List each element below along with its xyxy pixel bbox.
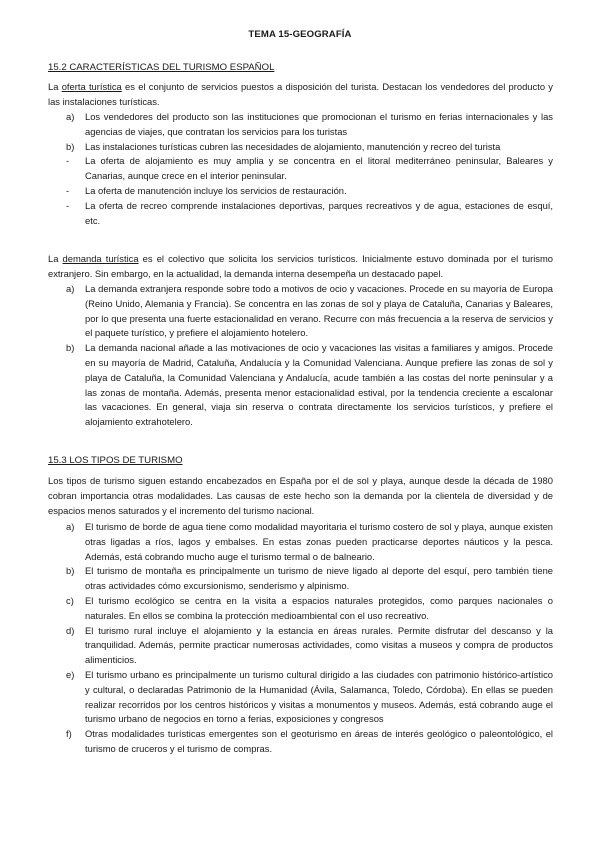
list-marker: a)	[66, 111, 75, 122]
list-item	[48, 199, 553, 229]
list-item	[48, 282, 553, 341]
paragraph-tipos-intro: Los tipos de turismo siguen estando encabezados en España por el de sol y playa, aunque desde la década de 1980 cobran importancia otras modalidades. Las causas de este hecho son la demanda por la clientela de diversidad y de espacios menos saturados y el incremento del turismo nacional.	[48, 475, 553, 516]
demanda-pre: La	[48, 253, 63, 264]
demanda-list	[48, 282, 553, 430]
paragraph-oferta	[48, 80, 553, 110]
list-item	[48, 341, 553, 430]
list-item	[48, 624, 553, 668]
list-marker: b)	[66, 565, 75, 577]
list-item	[48, 110, 553, 140]
list-item	[48, 564, 553, 594]
list-item-text: Los vendedores del producto son las instituciones que promocionan el turismo en ferias internacionales y las agencias de viajes, que contratan los servicios para los turistas	[85, 111, 553, 137]
list-item-text: La demanda extranjera responde sobre todo a motivos de ocio y vacaciones. Procede en su mayoría de Europa (Reino Unido, Alemania y Francia). Se concentra en las zonas de sol y playa de Cataluña, Canarias y Baleares, por lo que presenta una fuerte estacionalidad en verano. Recurre con más frecuencia a la reserva de servicios y el paquete turístico, y prefiere el alojamiento hotelero.	[85, 283, 553, 339]
list-marker: a)	[66, 283, 75, 294]
list-item	[48, 594, 553, 624]
document-title: TEMA 15-GEOGRAFÍA	[248, 29, 352, 40]
list-marker: -	[66, 155, 70, 167]
demanda-term: demanda turística	[62, 253, 139, 264]
list-item	[48, 668, 553, 727]
section-heading-tipos: 15.3 LOS TIPOS DE TURISMO	[48, 455, 183, 466]
section-heading-caracteristicas: 15.2 CARACTERÍSTICAS DEL TURISMO ESPAÑOL	[48, 62, 275, 73]
list-marker: -	[66, 184, 70, 196]
list-marker: a)	[66, 521, 75, 532]
list-item	[48, 727, 553, 757]
oferta-pre: La	[48, 81, 62, 92]
oferta-post: es el conjunto de servicios puestos a disposición del turista. Destacan los vendedores del producto y las instalaciones turísticas.	[48, 81, 553, 107]
list-marker: -	[66, 199, 70, 211]
paragraph-demanda	[48, 252, 553, 282]
list-item-text: La oferta de manutención incluye los servicios de restauración.	[85, 184, 347, 196]
list-item-text: Otras modalidades turísticas emergentes son el geoturismo en áreas de interés geológico o paleontológico, el turismo de cruceros y el turismo de compras.	[85, 728, 553, 754]
list-marker: f)	[66, 728, 72, 740]
list-item-text: El turismo urbano es principalmente un turismo cultural dirigido a las ciudades con patrimonio histórico-artístico y cultural, o declaradas Patrimonio de la Humanidad (Ávila, Salamanca, Toledo, Córdoba). En ellas se pueden realizar recorridos por los centros históricos y visitas a monumentos y museos. Además, está cobrando auge el turismo urbano de negocios en torno a ferias, exposiciones y congresos	[85, 668, 553, 725]
list-marker: b)	[66, 140, 75, 152]
tipos-list	[48, 520, 553, 757]
list-item-text: El turismo de borde de agua tiene como modalidad mayoritaria el turismo costero de sol y playa, aunque existen otras ligadas a ríos, lagos y embalses. En estas zonas pueden practicarse deportes náuticos y la pesca. Además, está cobrando mucho auge el turismo termal o de balneario.	[85, 521, 553, 562]
list-item	[48, 154, 553, 184]
list-item-text: La oferta de recreo comprende instalaciones deportivas, parques recreativos y de agua, estaciones de esquí, etc.	[85, 199, 553, 226]
list-item	[48, 140, 553, 155]
list-marker: d)	[66, 624, 75, 636]
list-item-text: La oferta de alojamiento es muy amplia y se concentra en el litoral mediterráneo peninsular, Baleares y Canarias, aunque crece en el interior peninsular.	[85, 155, 553, 182]
list-marker: b)	[66, 342, 75, 354]
list-item-text: La demanda nacional añade a las motivaciones de ocio y vacaciones las visitas a familiares y amigos. Procede en su mayoría de Madrid, Cataluña, Andalucía y la Comunidad Valenciana. Aunque prefiere las zonas de sol y playa de Cataluña, la Comunidad Valenciana y Andalucía, acude también a las costas del norte peninsular y a las zonas de montaña. Además, presenta menor estacionalidad estival, por la tendencia creciente a escalonar las vacaciones. En general, viaja sin reserva o contrata directamente los servicios turísticos, y prefiere el alojamiento extrahotelero.	[85, 342, 553, 428]
demanda-post: es el colectivo que solicita los servicios turísticos. Inicialmente estuvo dominada por el turismo extranjero. Sin embargo, en la actualidad, la demanda interna desempeña un destacado papel.	[48, 253, 553, 279]
oferta-list	[48, 110, 553, 228]
oferta-term: oferta turística	[61, 81, 122, 92]
list-marker: c)	[66, 594, 74, 606]
list-item-text: El turismo ecológico se centra en la visita a espacios naturales protegidos, como parques nacionales o naturales. En ellos se combina la protección medioambiental con el uso recreativo.	[85, 594, 553, 621]
list-item-text: El turismo de montaña es principalmente un turismo de nieve ligado al deporte del esquí, pero también tiene otras actividades cómo excursionismo, senderismo y alpinismo.	[85, 565, 553, 592]
list-item-text: El turismo rural incluye el alojamiento y la estancia en áreas rurales. Permite disfrutar del descanso y la tranquilidad. Además, permite practicar numerosas actividades, como visitas a museos y compra de productos alimenticios.	[85, 624, 553, 666]
list-item-text: Las instalaciones turísticas cubren las necesidades de alojamiento, manutención y recreo del turista	[85, 140, 501, 152]
list-marker: e)	[66, 668, 75, 680]
list-item	[48, 184, 553, 199]
list-item	[48, 520, 553, 564]
